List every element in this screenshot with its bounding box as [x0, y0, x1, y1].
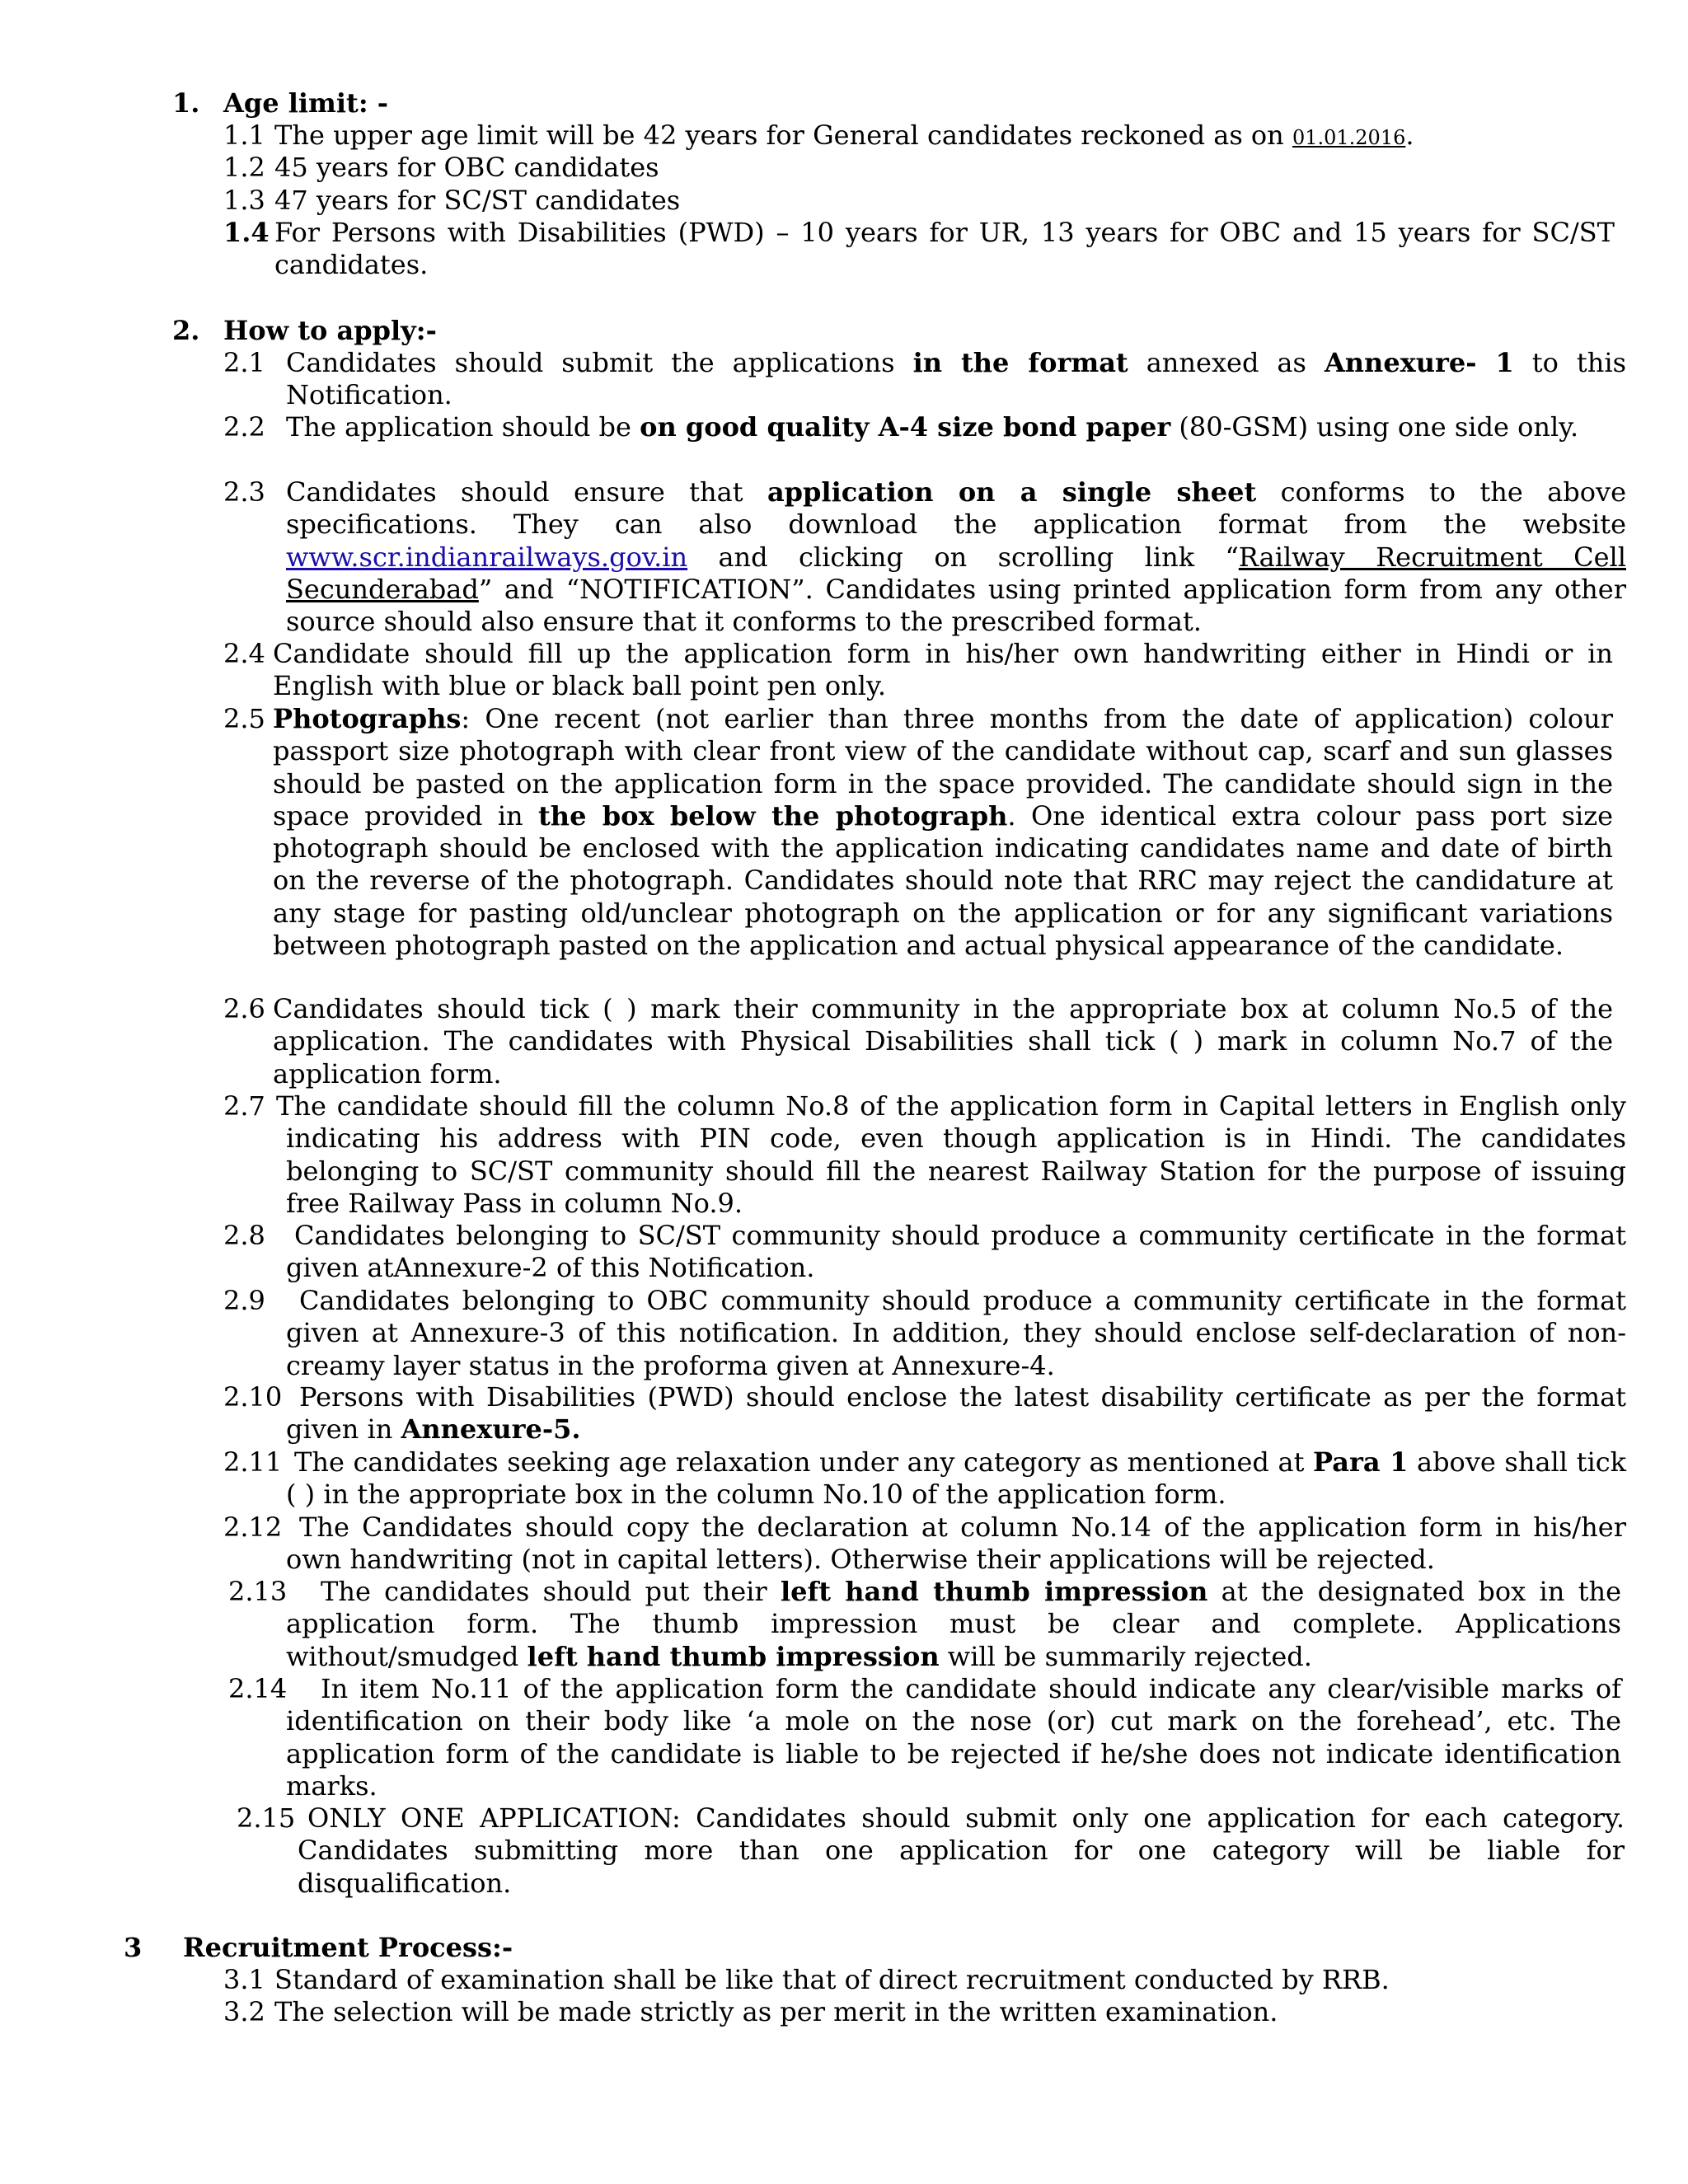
- para-label: 1.3: [223, 185, 265, 216]
- para-label: 2.15: [237, 1802, 296, 1834]
- para-2-1: 2.1 Candidates should submit the applications in the format annexed as Annexure- 1 to this Notification.: [223, 347, 1627, 411]
- para-3-1: 3.1 Standard of examination shall be like that of direct recruitment conducted by RRB.: [223, 1964, 1390, 1995]
- section-number: 1.: [172, 87, 200, 119]
- website-link[interactable]: www.scr.indianrailways.gov.in: [286, 541, 688, 573]
- para-label: 1.2: [223, 152, 265, 183]
- para-label: 2.7: [223, 1090, 265, 1122]
- para-label: 2.3: [223, 476, 265, 508]
- para-2-3: 2.3 Candidates should ensure that application on a single sheet conforms to the above specifications. They can also download the application format from the website www.scr.indianrailways.gov.in and clicking on scrolling link “Railway Recruitment Cell Secunderabad” and “NOTIFICATION”. Candidates using printed application form from any other source should also ensure that it conforms to the prescribed format.: [223, 476, 1627, 638]
- para-label: 2.14: [228, 1673, 288, 1704]
- para-2-13: 2.13 The candidates should put their left hand thumb impression at the designated box in the application form. The thumb impression must be clear and complete. Applications without/smudged left hand thumb impression will be summarily rejected.: [228, 1576, 1622, 1672]
- section-title: Recruitment Process:-: [183, 1932, 513, 1963]
- para-label: 3.2: [223, 1996, 265, 2027]
- section-title: How to apply:-: [223, 315, 437, 346]
- section-heading-how-to-apply: [172, 315, 437, 347]
- section-heading-recruitment-process: [124, 1932, 513, 1964]
- para-2-5: 2.5 Photographs: One recent (not earlier than three months from the date of application) colour passport size photograph with clear front view of the candidate without cap, scarf and sun glasses should be pasted on the application form in the space provided. The candidate should sign in the space provided in the box below the photograph. One identical extra colour pass port size photograph should be enclosed with the application indicating candidates name and date of birth on the reverse of the photograph. Candidates should note that RRC may reject the candidature at any stage for pasting old/unclear photograph on the application or for any significant variations between photograph pasted on the application and actual physical appearance of the candidate.: [223, 703, 1614, 962]
- para-3-2: 3.2 The selection will be made strictly as per merit in the written examination.: [223, 1996, 1278, 2027]
- para-label: 2.9: [223, 1285, 265, 1316]
- para-label: 2.5: [223, 703, 265, 734]
- section-number: 3: [124, 1932, 143, 1963]
- para-label: 2.4: [223, 638, 265, 669]
- para-2-15: 2.15 ONLY ONE APPLICATION: Candidates should submit only one application for each category. Candidates submitting more than one application for one category will be liable for disqualification.: [237, 1802, 1625, 1899]
- para-2-14: 2.14 In item No.11 of the application form the candidate should indicate any clear/visible marks of identification on their body like ‘a mole on the nose (or) cut mark on the forehead’, etc. The application form of the candidate is liable to be rejected if he/she does not indicate identification marks.: [228, 1673, 1621, 1802]
- para-1-3: 1.3 47 years for SC/ST candidates: [223, 185, 681, 216]
- para-label: 2.10: [223, 1381, 283, 1413]
- para-label: 2.13: [228, 1576, 288, 1607]
- para-2-2: 2.2 The application should be on good quality A-4 size bond paper (80-GSM) using one side only.: [223, 411, 1579, 443]
- para-label: 1.1: [223, 120, 265, 151]
- para-1-4: 1.4 For Persons with Disabilities (PWD) – 10 years for UR, 13 years for OBC and 15 years for SC/ST candidates.: [223, 217, 1615, 281]
- para-label: 2.2: [223, 411, 265, 443]
- para-2-8: 2.8 Candidates belonging to SC/ST community should produce a community certificate in the format given atAnnexure-2 of this Notification.: [223, 1220, 1626, 1284]
- para-2-6: 2.6 Candidates should tick ( ) mark their community in the appropriate box at column No.5 of the application. The candidates with Physical Disabilities shall tick ( ) mark in column No.7 of the application form.: [223, 993, 1613, 1090]
- scrolling-link-name: Railway Recruitment Cell Secunderabad: [286, 541, 1626, 605]
- para-2-7: 2.7 The candidate should fill the column No.8 of the application form in Capital letters in English only indicating his address with PIN code, even though application is in Hindi. The candidates belonging to SC/ST community should fill the nearest Railway Station for the purpose of issuing free Railway Pass in column No.9.: [223, 1090, 1626, 1219]
- para-2-9: 2.9 Candidates belonging to OBC community should produce a community certificate in the format given at Annexure-3 of this notification. In addition, they should enclose self-declaration of non-creamy layer status in the proforma given at Annexure-4.: [223, 1285, 1626, 1381]
- para-2-11: 2.11 The candidates seeking age relaxation under any category as mentioned at Para 1 above shall tick ( ) in the appropriate box in the column No.10 of the application form.: [223, 1446, 1626, 1511]
- para-2-4: 2.4 Candidate should fill up the application form in his/her own handwriting either in Hindi or in English with blue or black ball point pen only.: [223, 638, 1613, 702]
- para-label: 1.4: [223, 217, 270, 248]
- para-2-10: 2.10 Persons with Disabilities (PWD) should enclose the latest disability certificate as per the format given in Annexure-5.: [223, 1381, 1626, 1446]
- para-label: 2.1: [223, 347, 265, 378]
- para-1-2: 1.2 45 years for OBC candidates: [223, 152, 659, 183]
- para-label: 2.11: [223, 1446, 283, 1478]
- para-label: 2.12: [223, 1511, 283, 1543]
- section-heading-age-limit: [172, 87, 388, 120]
- para-label: 3.1: [223, 1964, 265, 1995]
- reckoning-date: 01.01.2016: [1292, 126, 1406, 149]
- para-label: 2.6: [223, 993, 265, 1024]
- para-label: 2.8: [223, 1220, 265, 1251]
- para-2-12: 2.12 The Candidates should copy the declaration at column No.14 of the application form in his/her own handwriting (not in capital letters). Otherwise their applications will be rejected.: [223, 1511, 1626, 1576]
- para-1-1: 1.1 The upper age limit will be 42 years for General candidates reckoned as on 01.01.2016.: [223, 120, 1414, 151]
- section-number: 2.: [172, 315, 200, 346]
- section-title: Age limit: -: [223, 87, 389, 119]
